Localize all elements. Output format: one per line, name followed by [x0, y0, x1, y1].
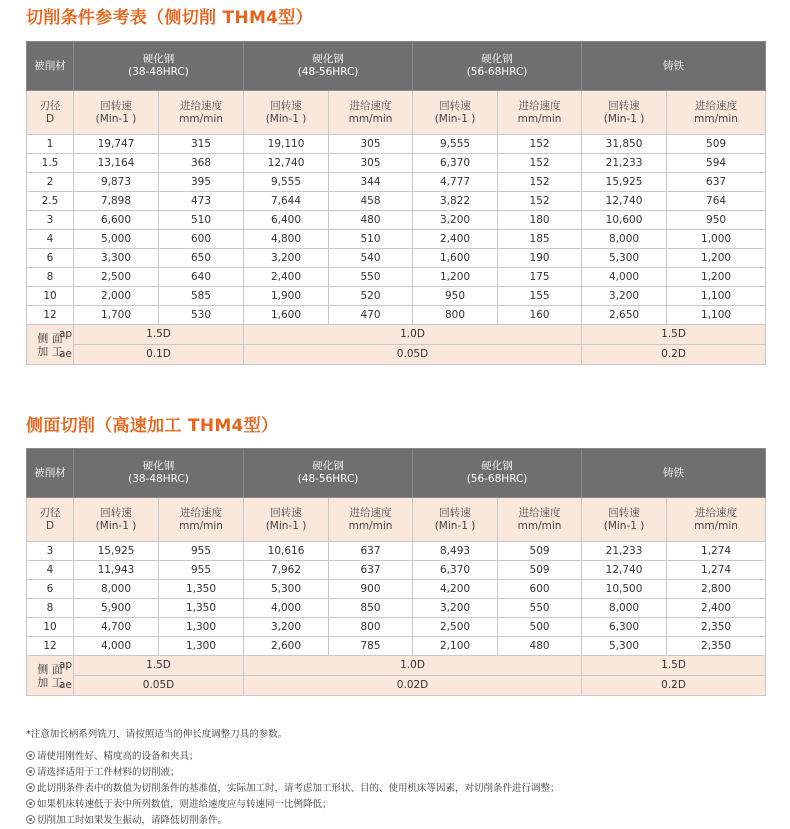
diameter-cell: 12	[27, 306, 74, 325]
feed-cell: 395	[159, 173, 244, 192]
feed-cell: 600	[498, 580, 582, 599]
feed-cell: 470	[329, 306, 413, 325]
speed-cell: 6,400	[244, 211, 329, 230]
feed-header: 进给速度 mm/min	[667, 91, 766, 135]
feed-cell: 1,300	[159, 618, 244, 637]
ae-label: ae	[59, 679, 72, 691]
feed-cell: 152	[498, 154, 582, 173]
note-item: 如果机床转速低于表中所列数值，则进给速度应与转速同一比例降低；	[26, 797, 766, 813]
speed-cell: 10,616	[244, 542, 329, 561]
feed-cell: 520	[329, 287, 413, 306]
material-header: 硬化钢 (56-68HRC)	[413, 449, 582, 498]
feed-cell: 530	[159, 306, 244, 325]
table-row	[27, 268, 766, 287]
table-row	[27, 230, 766, 249]
speed-cell: 12,740	[582, 561, 667, 580]
feed-cell: 480	[329, 211, 413, 230]
material-header: 硬化钢 (48-56HRC)	[244, 42, 413, 91]
speed-cell: 6,370	[413, 561, 498, 580]
speed-cell: 9,873	[74, 173, 159, 192]
ae-value: 0.2D	[582, 345, 766, 365]
speed-cell: 13,164	[74, 154, 159, 173]
feed-cell: 473	[159, 192, 244, 211]
feed-cell: 600	[159, 230, 244, 249]
feed-cell: 1,200	[667, 268, 766, 287]
feed-cell: 1,350	[159, 599, 244, 618]
speed-header: 回转速 (Min-1 )	[413, 498, 498, 542]
speed-cell: 950	[413, 287, 498, 306]
speed-cell: 2,400	[244, 268, 329, 287]
speed-cell: 3,200	[244, 249, 329, 268]
work-material-header: 被削材	[27, 42, 74, 91]
diameter-header: 刃径 D	[27, 91, 74, 135]
feed-header: 进给速度 mm/min	[159, 91, 244, 135]
speed-cell: 8,000	[582, 599, 667, 618]
speed-cell: 2,600	[244, 637, 329, 656]
note-item: 请使用刚性好、精度高的设备和夹具；	[26, 749, 766, 765]
diameter-cell: 6	[27, 580, 74, 599]
feed-cell: 950	[667, 211, 766, 230]
section-title: 切削条件参考表（侧切削 THM4型）	[26, 8, 313, 28]
feed-cell: 955	[159, 561, 244, 580]
table-row	[27, 542, 766, 561]
feed-cell: 152	[498, 173, 582, 192]
diameter-cell: 2	[27, 173, 74, 192]
feed-header: 进给速度 mm/min	[667, 498, 766, 542]
speed-cell: 8,493	[413, 542, 498, 561]
feed-cell: 152	[498, 135, 582, 154]
section-title: 侧面切削（高速加工 THM4型）	[26, 416, 279, 436]
feed-cell: 640	[159, 268, 244, 287]
feed-cell: 594	[667, 154, 766, 173]
table-row	[27, 192, 766, 211]
feed-cell: 550	[329, 268, 413, 287]
speed-cell: 3,200	[413, 599, 498, 618]
diameter-header: 刃径 D	[27, 498, 74, 542]
diameter-cell: 3	[27, 211, 74, 230]
ap-value: 1.0D	[244, 325, 582, 345]
table-row	[27, 249, 766, 268]
speed-cell: 2,000	[74, 287, 159, 306]
feed-cell: 1,274	[667, 561, 766, 580]
feed-header: 进给速度 mm/min	[329, 91, 413, 135]
speed-cell: 3,300	[74, 249, 159, 268]
ap-value: 1.5D	[582, 656, 766, 676]
diameter-cell: 10	[27, 287, 74, 306]
table-row	[27, 637, 766, 656]
speed-header: 回转速 (Min-1 )	[244, 498, 329, 542]
feed-cell: 585	[159, 287, 244, 306]
speed-cell: 2,100	[413, 637, 498, 656]
speed-cell: 7,644	[244, 192, 329, 211]
feed-cell: 1,350	[159, 580, 244, 599]
ap-value: 1.5D	[582, 325, 766, 345]
diameter-cell: 8	[27, 268, 74, 287]
speed-cell: 5,300	[582, 249, 667, 268]
feed-cell: 1,000	[667, 230, 766, 249]
material-header: 硬化钢 (48-56HRC)	[244, 449, 413, 498]
diameter-cell: 4	[27, 230, 74, 249]
feed-cell: 480	[498, 637, 582, 656]
speed-cell: 4,777	[413, 173, 498, 192]
speed-cell: 4,000	[582, 268, 667, 287]
feed-cell: 785	[329, 637, 413, 656]
speed-cell: 6,300	[582, 618, 667, 637]
feed-cell: 650	[159, 249, 244, 268]
speed-cell: 1,600	[244, 306, 329, 325]
feed-cell: 2,400	[667, 599, 766, 618]
speed-header: 回转速 (Min-1 )	[413, 91, 498, 135]
speed-cell: 5,900	[74, 599, 159, 618]
material-header: 铸铁	[582, 449, 766, 498]
speed-cell: 5,300	[582, 637, 667, 656]
ae-value: ae 0.05D	[74, 676, 244, 696]
diameter-cell: 3	[27, 542, 74, 561]
ap-value: 1.0D	[244, 656, 582, 676]
feed-cell: 509	[498, 542, 582, 561]
table-row	[27, 173, 766, 192]
speed-cell: 8,000	[582, 230, 667, 249]
feed-header: 进给速度 mm/min	[329, 498, 413, 542]
diameter-cell: 12	[27, 637, 74, 656]
feed-cell: 315	[159, 135, 244, 154]
speed-header: 回转速 (Min-1 )	[74, 498, 159, 542]
speed-cell: 4,000	[74, 637, 159, 656]
speed-cell: 2,650	[582, 306, 667, 325]
circle-bullet-icon	[26, 783, 35, 792]
speed-cell: 1,600	[413, 249, 498, 268]
notes	[26, 727, 766, 829]
table-row	[27, 580, 766, 599]
speed-cell: 800	[413, 306, 498, 325]
feed-header: 进给速度 mm/min	[498, 498, 582, 542]
table-row	[27, 211, 766, 230]
feed-cell: 190	[498, 249, 582, 268]
diameter-cell: 1	[27, 135, 74, 154]
speed-cell: 6,370	[413, 154, 498, 173]
note-star: *注意加长柄系列铣刀，请按照适当的伸长度调整刀具的参数。	[26, 729, 288, 740]
speed-cell: 31,850	[582, 135, 667, 154]
table-row	[27, 599, 766, 618]
table-row	[27, 306, 766, 325]
ae-value: 0.05D	[244, 345, 582, 365]
feed-cell: 152	[498, 192, 582, 211]
diameter-cell: 1.5	[27, 154, 74, 173]
feed-cell: 1,274	[667, 542, 766, 561]
feed-header: 进给速度 mm/min	[498, 91, 582, 135]
diameter-cell: 10	[27, 618, 74, 637]
diameter-cell: 4	[27, 561, 74, 580]
table-row	[27, 561, 766, 580]
feed-cell: 955	[159, 542, 244, 561]
ae-value: 0.02D	[244, 676, 582, 696]
feed-cell: 900	[329, 580, 413, 599]
speed-cell: 9,555	[244, 173, 329, 192]
speed-cell: 10,600	[582, 211, 667, 230]
speed-cell: 15,925	[582, 173, 667, 192]
feed-cell: 550	[498, 599, 582, 618]
side-machining-label: 侧 面 加 工	[27, 325, 74, 365]
feed-cell: 368	[159, 154, 244, 173]
circle-bullet-icon	[26, 767, 35, 776]
feed-cell: 637	[329, 561, 413, 580]
feed-cell: 185	[498, 230, 582, 249]
ae-value: ae 0.1D	[74, 345, 244, 365]
speed-cell: 10,500	[582, 580, 667, 599]
feed-cell: 850	[329, 599, 413, 618]
table-row	[27, 154, 766, 173]
feed-cell: 1,100	[667, 306, 766, 325]
speed-cell: 6,600	[74, 211, 159, 230]
note-item: 请选择适用于工件材料的切削液；	[26, 765, 766, 781]
speed-cell: 21,233	[582, 154, 667, 173]
speed-header: 回转速 (Min-1 )	[582, 91, 667, 135]
feed-cell: 2,350	[667, 637, 766, 656]
feed-cell: 509	[498, 561, 582, 580]
material-header: 铸铁	[582, 42, 766, 91]
feed-cell: 2,350	[667, 618, 766, 637]
note-item: 此切削条件表中的数值为切削条件的基准值，实际加工时，请考虑加工形状、目的、使用机床等因素，对切削条件进行调整；	[26, 781, 766, 797]
feed-cell: 500	[498, 618, 582, 637]
feed-cell: 540	[329, 249, 413, 268]
material-header: 硬化钢 (38-48HRC)	[74, 449, 244, 498]
speed-cell: 5,300	[244, 580, 329, 599]
speed-cell: 4,800	[244, 230, 329, 249]
feed-cell: 160	[498, 306, 582, 325]
note-item: 切削加工时如果发生振动，请降低切削条件。	[26, 813, 766, 829]
feed-cell: 509	[667, 135, 766, 154]
speed-cell: 2,400	[413, 230, 498, 249]
speed-cell: 3,822	[413, 192, 498, 211]
speed-cell: 2,500	[413, 618, 498, 637]
speed-cell: 1,700	[74, 306, 159, 325]
feed-header: 进给速度 mm/min	[159, 498, 244, 542]
feed-cell: 344	[329, 173, 413, 192]
ae-label: ae	[59, 348, 72, 360]
feed-cell: 764	[667, 192, 766, 211]
feed-cell: 180	[498, 211, 582, 230]
feed-cell: 175	[498, 268, 582, 287]
feed-cell: 510	[329, 230, 413, 249]
speed-cell: 4,000	[244, 599, 329, 618]
speed-cell: 12,740	[582, 192, 667, 211]
speed-cell: 4,700	[74, 618, 159, 637]
speed-cell: 2,500	[74, 268, 159, 287]
ap-value: ap 1.5D	[74, 325, 244, 345]
speed-cell: 7,898	[74, 192, 159, 211]
speed-cell: 4,200	[413, 580, 498, 599]
feed-cell: 458	[329, 192, 413, 211]
feed-cell: 2,800	[667, 580, 766, 599]
feed-cell: 510	[159, 211, 244, 230]
material-header: 硬化钢 (56-68HRC)	[413, 42, 582, 91]
speed-cell: 3,200	[582, 287, 667, 306]
speed-header: 回转速 (Min-1 )	[74, 91, 159, 135]
circle-bullet-icon	[26, 751, 35, 760]
ap-value: ap 1.5D	[74, 656, 244, 676]
work-material-header: 被削材	[27, 449, 74, 498]
feed-cell: 1,100	[667, 287, 766, 306]
material-header: 硬化钢 (38-48HRC)	[74, 42, 244, 91]
diameter-cell: 2.5	[27, 192, 74, 211]
speed-cell: 5,000	[74, 230, 159, 249]
table-row	[27, 618, 766, 637]
ae-value: 0.2D	[582, 676, 766, 696]
feed-cell: 637	[667, 173, 766, 192]
feed-cell: 155	[498, 287, 582, 306]
speed-cell: 1,200	[413, 268, 498, 287]
speed-cell: 9,555	[413, 135, 498, 154]
diameter-cell: 8	[27, 599, 74, 618]
speed-cell: 3,200	[413, 211, 498, 230]
feed-cell: 1,300	[159, 637, 244, 656]
feed-cell: 305	[329, 135, 413, 154]
speed-cell: 19,747	[74, 135, 159, 154]
speed-header: 回转速 (Min-1 )	[582, 498, 667, 542]
speed-cell: 21,233	[582, 542, 667, 561]
table-row	[27, 135, 766, 154]
speed-cell: 15,925	[74, 542, 159, 561]
ap-label: ap	[59, 328, 73, 340]
speed-cell: 1,900	[244, 287, 329, 306]
circle-bullet-icon	[26, 815, 35, 824]
diameter-cell: 6	[27, 249, 74, 268]
feed-cell: 305	[329, 154, 413, 173]
speed-cell: 3,200	[244, 618, 329, 637]
feed-cell: 637	[329, 542, 413, 561]
cutting-conditions-table	[26, 41, 766, 365]
table-row	[27, 287, 766, 306]
speed-cell: 12,740	[244, 154, 329, 173]
speed-cell: 11,943	[74, 561, 159, 580]
speed-cell: 19,110	[244, 135, 329, 154]
feed-cell: 1,200	[667, 249, 766, 268]
speed-cell: 7,962	[244, 561, 329, 580]
cutting-conditions-table	[26, 448, 766, 696]
ap-label: ap	[59, 659, 73, 671]
speed-header: 回转速 (Min-1 )	[244, 91, 329, 135]
feed-cell: 800	[329, 618, 413, 637]
side-machining-label: 侧 面 加 工	[27, 656, 74, 696]
speed-cell: 8,000	[74, 580, 159, 599]
circle-bullet-icon	[26, 799, 35, 808]
